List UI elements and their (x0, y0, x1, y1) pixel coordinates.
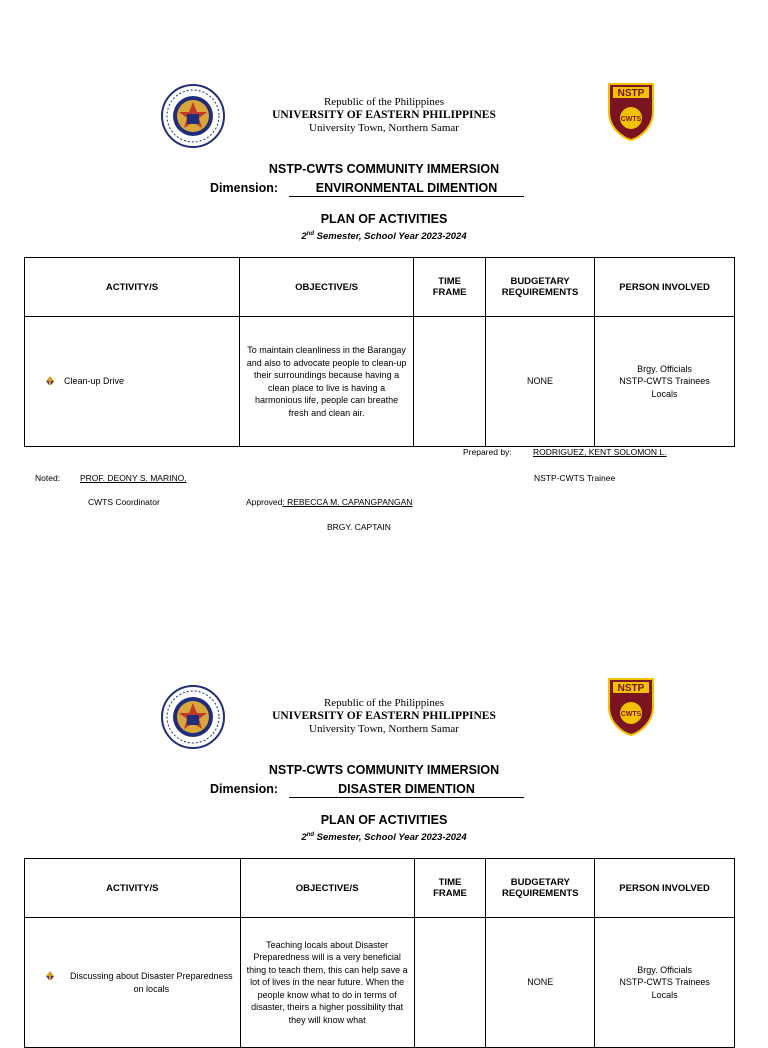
semester-suffix: nd (306, 832, 314, 838)
nstp-logo-text: NSTP (617, 683, 645, 694)
document-title: NSTP-CWTS COMMUNITY IMMERSION (268, 763, 500, 777)
activity-text: Clean-up Drive (64, 376, 125, 387)
university-name: UNIVERSITY OF EASTERN PHILIPPINES (272, 710, 496, 722)
time-frame-cell (414, 918, 486, 1048)
budget-line-2: REQUIREMENTS (502, 888, 579, 899)
header-activity: ACTIVITY/S (25, 258, 240, 317)
noted-role: CWTS Coordinator (88, 497, 160, 507)
approved-role: BRGY. CAPTAIN (327, 522, 391, 532)
person-item: Brgy. Officials (637, 964, 692, 975)
approved-line (246, 497, 412, 507)
table-row (25, 918, 735, 1048)
table-header-row (25, 859, 735, 918)
semester-text: Semester, School Year 2023-2024 (314, 231, 467, 243)
person-item: Brgy. Officials (637, 363, 692, 374)
activity-text: Discussing about Disaster Preparedness on locals (70, 971, 233, 994)
noted-label: Noted: (35, 473, 61, 483)
header-time-frame (414, 258, 486, 317)
header-budget (486, 859, 595, 918)
time-frame-line-2: FRAME (432, 287, 467, 298)
time-frame-line-1: TIME (438, 877, 462, 888)
republic-line: Republic of the Philippines (323, 697, 445, 709)
republic-line: Republic of the Philippines (323, 96, 445, 108)
cwts-logo-text: CWTS (620, 711, 642, 718)
semester-number: 2 (301, 832, 307, 844)
budget-cell: NONE (486, 918, 595, 1048)
approved-label: Approved (246, 497, 283, 507)
prepared-by-name: RODRIGUEZ, KENT SOLOMON L. (533, 447, 667, 457)
person-item: NSTP-CWTS Trainees (619, 376, 710, 387)
time-frame-line-1: TIME (438, 276, 461, 287)
semester-text: Semester, School Year 2023-2024 (314, 832, 467, 844)
semester-line (0, 231, 768, 242)
activities-table (24, 858, 735, 1048)
budget-line-1: BUDGETARY (510, 877, 570, 888)
time-frame-line-2: FRAME (433, 888, 467, 899)
dimension-value: ENVIRONMENTAL DIMENTION (289, 181, 524, 197)
person-item: Locals (651, 989, 678, 1000)
prepared-by-role: NSTP-CWTS Trainee (534, 473, 616, 483)
activities-table (24, 257, 735, 447)
nstp-logo-text: NSTP (617, 88, 645, 99)
prepared-by-label: Prepared by: (463, 447, 512, 457)
time-frame-cell (414, 317, 486, 447)
plan-title: PLAN OF ACTIVITIES (320, 212, 448, 226)
person-item: Locals (651, 388, 678, 399)
cwts-logo-text: CWTS (620, 116, 642, 123)
dimension-label: Dimension: (210, 181, 279, 195)
university-location: University Town, Northern Samar (309, 723, 459, 735)
budget-line-2: REQUIREMENTS (501, 287, 579, 298)
dimension-value: DISASTER DIMENTION (289, 782, 524, 798)
persons-cell (595, 317, 735, 447)
persons-cell (595, 918, 735, 1048)
noted-name: PROF. DEONY S. MARINO. (80, 473, 187, 483)
table-row (25, 317, 735, 447)
document-title: NSTP-CWTS COMMUNITY IMMERSION (268, 162, 500, 176)
header-activity: ACTIVITY/S (25, 859, 241, 918)
approved-name: : REBECCA M. CAPANGPANGAN (282, 497, 413, 507)
header-budget (486, 258, 595, 317)
semester-number: 2 (301, 231, 307, 243)
header-objective: OBJECTIVE/S (240, 859, 414, 918)
person-item: NSTP-CWTS Trainees (619, 977, 710, 988)
nstp-cwts-logo-icon (607, 677, 655, 737)
table-header-row (25, 258, 735, 317)
semester-suffix: nd (306, 231, 314, 237)
bullet-arrow-icon (45, 376, 55, 386)
budget-cell: NONE (486, 317, 595, 447)
budget-line-1: BUDGETARY (510, 276, 570, 287)
header-persons: PERSON INVOLVED (595, 859, 735, 918)
university-name: UNIVERSITY OF EASTERN PHILIPPINES (272, 109, 496, 121)
objective-cell: To maintain cleanliness in the Barangay and also to advocate people to clean-up their surroundings because having a clean place to live is having a harmonious life, people can breathe fresh and clean air. (239, 317, 413, 447)
activity-cell (25, 918, 241, 1048)
activity-cell (25, 317, 240, 447)
bullet-arrow-icon (45, 971, 55, 981)
semester-line (0, 832, 768, 843)
nstp-cwts-logo-icon (607, 82, 655, 142)
dimension-label: Dimension: (210, 782, 279, 796)
header-persons: PERSON INVOLVED (595, 258, 735, 317)
header-objective: OBJECTIVE/S (239, 258, 413, 317)
header-time-frame (414, 859, 486, 918)
objective-cell: Teaching locals about Disaster Preparedness will is a very beneficial thing to teach them, this can help save a lot of lives in the near future. When the people know what to do in terms of disaster, theirs a higher possibility that they will know what (240, 918, 414, 1048)
university-location: University Town, Northern Samar (309, 122, 459, 134)
plan-title: PLAN OF ACTIVITIES (320, 813, 448, 827)
